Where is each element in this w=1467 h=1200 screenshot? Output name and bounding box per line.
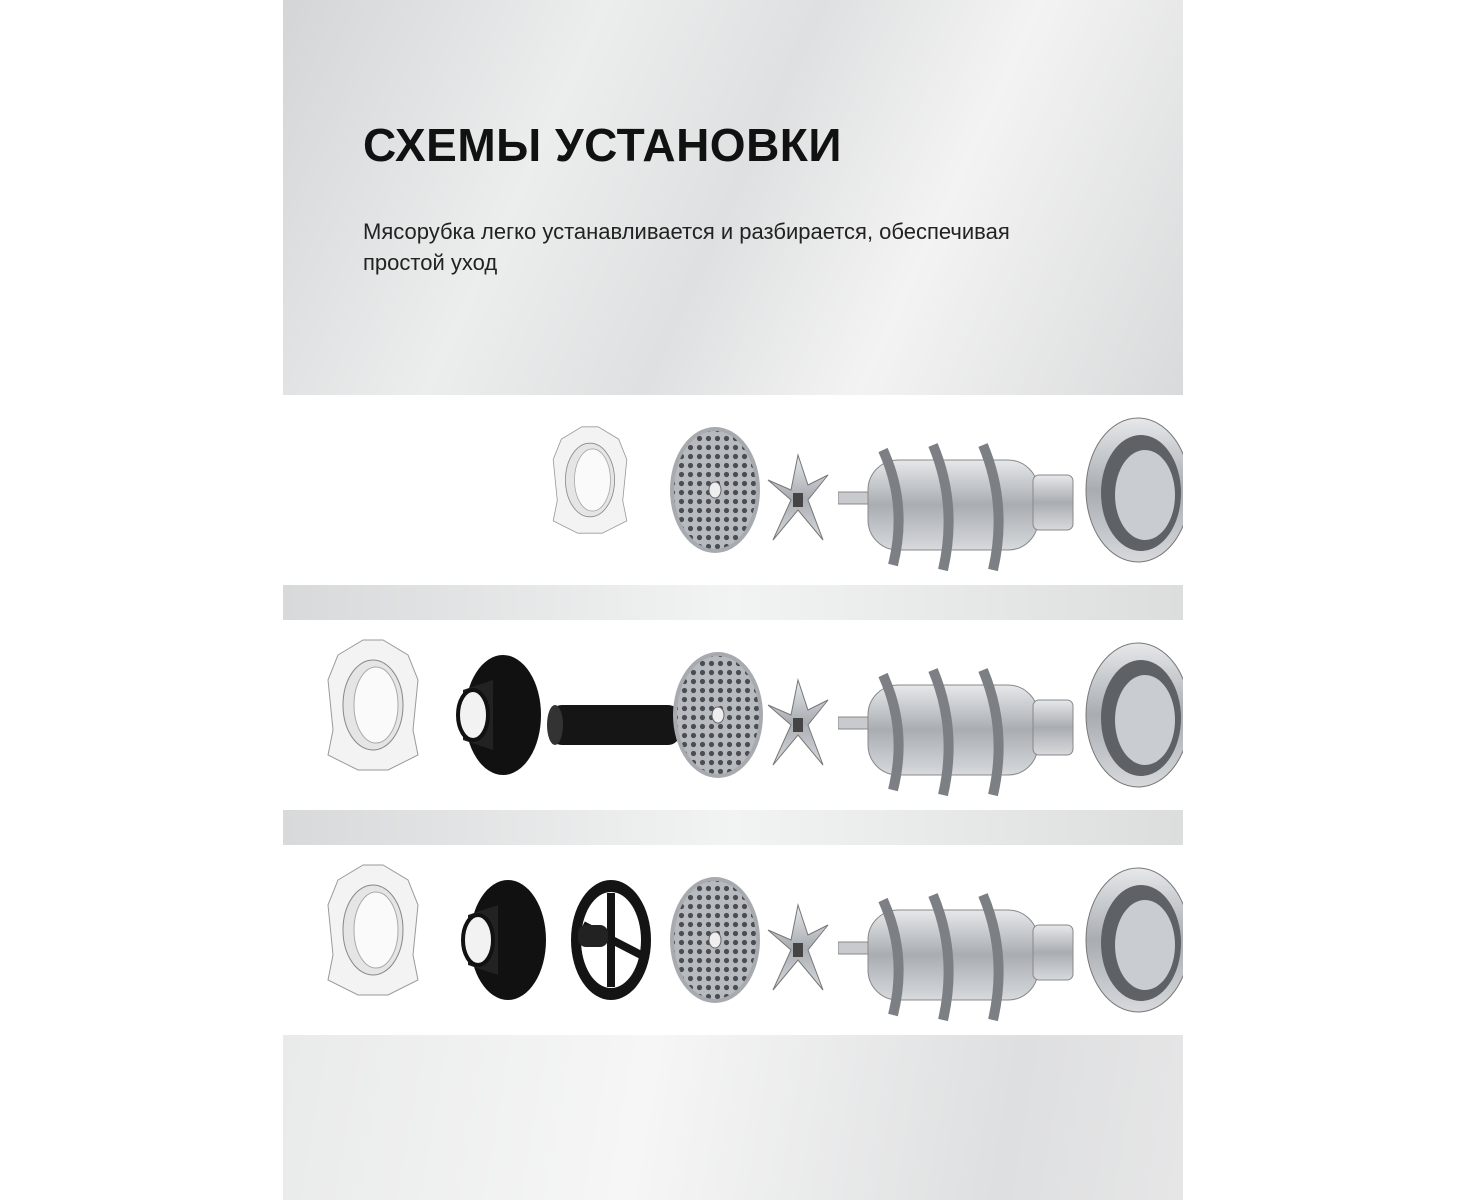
cross-blade-icon — [763, 670, 833, 780]
grinding-plate-icon — [668, 875, 763, 1005]
divider-strip — [283, 810, 1183, 845]
description: Мясорубка легко устанавливается и разбирается, обеспечивая простой уход — [363, 219, 1010, 275]
kebbe-disc-icon — [563, 875, 653, 1005]
sausage-tube-icon — [545, 695, 685, 755]
auger-icon — [838, 880, 1078, 1030]
ring-nut-icon — [318, 860, 428, 1000]
sausage-cone-icon — [453, 650, 543, 780]
housing-icon — [1083, 415, 1183, 565]
divider-strip — [283, 585, 1183, 620]
cross-blade-icon — [763, 895, 833, 1005]
assembly-row-2 — [283, 620, 1183, 810]
housing-icon — [1083, 865, 1183, 1015]
ring-nut-icon — [545, 415, 635, 545]
assembly-row-1 — [283, 395, 1183, 585]
cross-blade-icon — [763, 445, 833, 555]
grinding-plate-icon — [668, 425, 763, 555]
content-column — [283, 0, 1183, 1200]
kebbe-cone-icon — [458, 875, 548, 1005]
footer-background — [283, 1035, 1183, 1200]
assembly-row-3 — [283, 845, 1183, 1035]
ring-nut-icon — [318, 635, 428, 775]
grinding-plate-icon — [671, 650, 766, 780]
hero-section — [283, 0, 1183, 395]
page-title: СХЕМЫ УСТАНОВКИ — [363, 119, 842, 171]
auger-icon — [838, 430, 1078, 580]
auger-icon — [838, 655, 1078, 805]
housing-icon — [1083, 640, 1183, 790]
